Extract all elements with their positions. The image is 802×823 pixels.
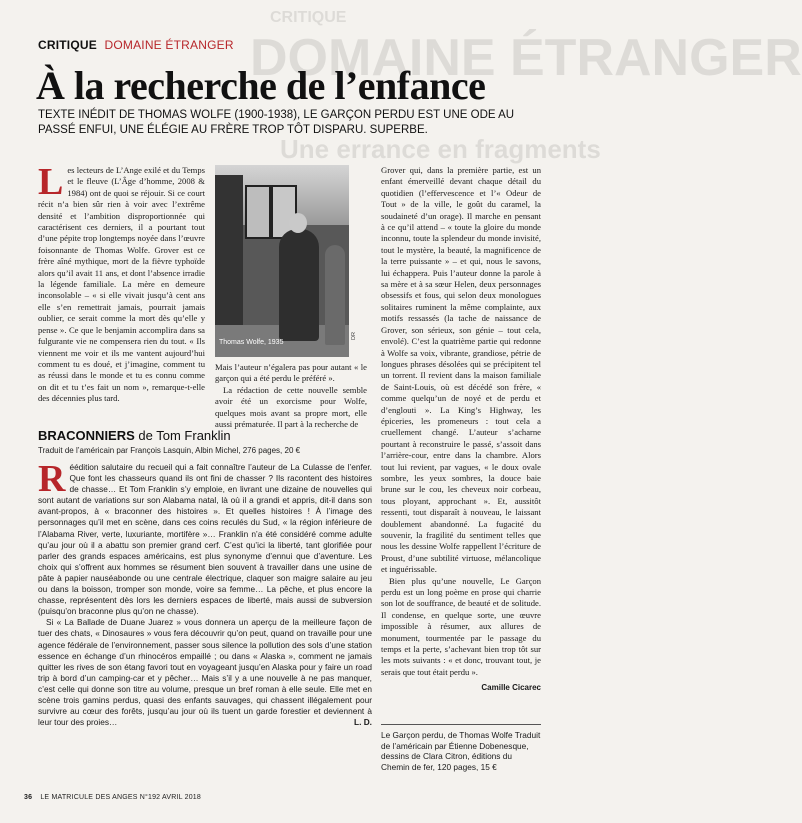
article-column-3 — [381, 165, 541, 694]
article-deck: TEXTE INÉDIT DE THOMAS WOLFE (1900-1938), LE GARÇON PERDU EST UNE ODE AU PASSÉ ENFUI, UNE ÉLÉGIE AU FRÈRE TROP TÔT DISPARU. SUPERBE. — [38, 109, 515, 136]
review-title — [38, 428, 231, 443]
section-label: CRITIQUE — [38, 38, 97, 52]
photo-credit: DR — [351, 332, 357, 340]
page-number: 36 — [24, 794, 33, 801]
article-column-2 — [215, 362, 367, 430]
page-footer — [24, 794, 201, 801]
review-author: L. D. — [354, 717, 372, 728]
ghost-line: Une errance en fragments — [280, 134, 601, 164]
ghost-line: CRITIQUE — [270, 9, 347, 26]
section-header — [38, 38, 234, 52]
photo-caption: Thomas Wolfe, 1935 — [219, 339, 284, 346]
article-title: À la recherche de l’enfance — [36, 63, 486, 108]
paragraph: Mais l’auteur n’égalera pas pour autant « le garçon qui a été perdu le préféré ». — [215, 362, 367, 384]
paragraph — [38, 161, 205, 405]
author-photo — [215, 165, 349, 357]
article-author: Camille Cicarec — [481, 683, 541, 693]
paragraph: Grover qui, dans la première partie, est un enfant émerveillé devant chaque détail du quotidien (l’effervescence et l’« Odeur de Tout » de la ville, le goût du caramel, la soudaineté d’un orage). Il marche en pensant à ce qu’il attend – « toute la gloire du monde inconnu, toute la splendeur du monde invisité, tout le mystère, la beauté, la magnificence de la terre puissante » – et qui, nous le savons, lui échappera. Puis l’auteur donne la parole à sa mère et à sa sœur Helen, deux personnages obsessifs et fous, qui selon deux monologues solitaires ruminent la même complainte, aux motifs ressassés (la tache de naissance de Grover, son sérieux, son génie – tout cela, envolé). C’est la quatrième partie qui redonne à Wolfe sa voix, vibrante, grandiose, pétrie de longues phrases désolées qui se précipitent tel un torrent. Il revient dans la maison familiale de Saint-Louis, où est décédé son frère, « comme quelqu’un de noyé et de perdu et d’englouti ». La King’s Highway, les épiceries, les promeneurs : tout cela a cruellement changé. L’auteur s’acharne pourtant à reconstruire le passé, s’assoit dans l’arrière-cour, entre dans la chambre. Alors tout lui revient, par vagues, « le doux ovale sombre, les yeux sombres, la douce baie brune sur le cou, les cheveux noir corbeau, tous ployant, approchant ». Et, aussitôt ressenti, tout disparaît à nouveau, le laissant doublement abandonné. La fugacité du souvenir, la fragilité du sentiment telles que nous les dessine Wolfe rappellent l’écriture de Proust, d’une subtilité virtuose, mélancolique et inguérissable. — [381, 165, 541, 575]
review-body — [38, 458, 372, 728]
review-title-main: BRACONNIERS — [38, 428, 135, 443]
review-title-author: de Tom Franklin — [138, 428, 231, 443]
drop-cap: L — [38, 161, 64, 203]
paragraph-text: es lecteurs de L’Ange exilé et du Temps et le fleuve (L’Âge d’homme, 2008 & 1984) ont de quoi se réjouir. Si ce court récit n’a bien sûr rien à voir avec l’extrême densité et l’ambition disproportionnée qui caractérisent ces derniers, il a pourtant tout d’une pépite trop longtemps noyée dans l’œuvre foisonnante de Thomas Wolfe. Grover est ce frère aîné mythique, mort de la fièvre typhoïde alors qu’il avait 11 ans, et dont l’absence irradie la légende familiale. La mère en demeure inconsolable – « si elle vivait jusqu’à cent ans elle s’en remettrait jamais, pourrait jamais oublier, ce serait comme la mort dès qu’elle y pense ». Ce que le benjamin accomplira dans sa fulgurante vie ne compensera rien du tout. « Ils viennent me voir et ils me vantent aujourd’hui comment tu es doué, et j’imagine, comment tu as réussi dans le monde et tu es connu comme on dit et tu t’es fait un nom », remarque-t-elle des décennies plus tard. — [38, 165, 205, 404]
paragraph — [38, 617, 372, 728]
book-info-box: Le Garçon perdu, de Thomas Wolfe Traduit de l’américain par Étienne Dobenesque, dessins de Clara Citron, éditions du Chemin de fer, 120 pages, 15 € — [381, 724, 541, 772]
section-sublabel: DOMAINE ÉTRANGER — [104, 38, 234, 52]
paragraph — [38, 458, 372, 617]
ghost-line: DOMAINE ÉTRANGER — [250, 29, 802, 87]
paragraph: Bien plus qu’une nouvelle, Le Garçon perdu est un long poème en prose qui charrie son lot de souffrance, de beauté et de solitude. Il condense, en quelque sorte, une œuvre impossible à résumer, aux allures de monument, tourmentée par le passage du temps et la perte, s’achevant bien trop tôt sur les mots suivants : « et donc, trouvant tout, je serais que tout était perdu ». — [381, 575, 541, 677]
review-book-info: Traduit de l’américain par François Lasquin, Albin Michel, 276 pages, 20 € — [38, 446, 301, 455]
paragraph-text: éédition salutaire du recueil qui a fait connaître l’auteur de La Culasse de l’enfer. Que font les chasseurs quand ils ont fini de chasser ? Ils racontent des histoires de chasse… Et Tom Franklin s’y emploie, en livrant une dizaine de nouvelles qui sont autant de variations sur son Alabama natal, là où il a grandi et appris, dit-il dans son avant-propos, à « braconner des histoires ». Et quelles histoires ! À l’image des personnages qu’il met en scène, dans ces coins reculés du Sud, « la région inférieure de l’Alabama River, verte, luxuriante, mortifère »… Franklin n’a été considéré comme adulte qu’au jour où il a abattu son premier grand cerf. C’est qu’ici la liberté, tant glorifiée pour parler des grands espaces américains, est plus synonyme d’ennui que d’aventure. Les choix qui s’offrent aux hommes se résument bien souvent à travailler dans une usine de pâte à papier nauséabonde ou une centrale électrique, claquer son maigre salaire au jeu ou dans la boisson, tromper son monde, voire sa femme… La pêche, et plus encore la chasse, représentent dès lors les derniers espaces de liberté, mais aussi de subversion (puisqu’on braconne plus qu’on ne chasse). — [38, 462, 372, 617]
drop-cap: R — [38, 458, 66, 500]
publication-name: LE MATRICULE DES ANGES N°192 AVRIL 2018 — [40, 794, 201, 801]
paragraph-text: Si « La Ballade de Duane Juarez » vous donnera un aperçu de la meilleure façon de tuer des chats, « Dinosaures » vous fera découvrir qu’on peut, quand on travaille pour une agence fédérale de l’environnement, passer sous silence la pollution des sols d’une station essence en échange d’un rhinocéros empaillé ; ou dans « Alaska », comment ne jamais quitter les rives de son étang favori tout en voyageant jusqu’en Alaska pour y faire un road trip à bord d’un camping-car et y pêcher… Mais s’il y a une nouvelle à ne pas manquer, c’est celle qui donne son titre au volume, presque un bref roman à elle seule. Elle met en scène trois gamins perdus, quasi des enfants sauvages, qui chassent illégalement pour survivre au cœur des forêts, jusqu’au jour où ils tuent un garde forestier et deviennent à leur tour des proies… — [38, 617, 372, 728]
paragraph: La rédaction de cette nouvelle semble avoir été un exorcisme pour Wolfe, quelques mois avant sa propre mort, elle aussi prématurée. Il part à la recherche de — [215, 384, 367, 430]
article-column-1 — [38, 161, 205, 405]
